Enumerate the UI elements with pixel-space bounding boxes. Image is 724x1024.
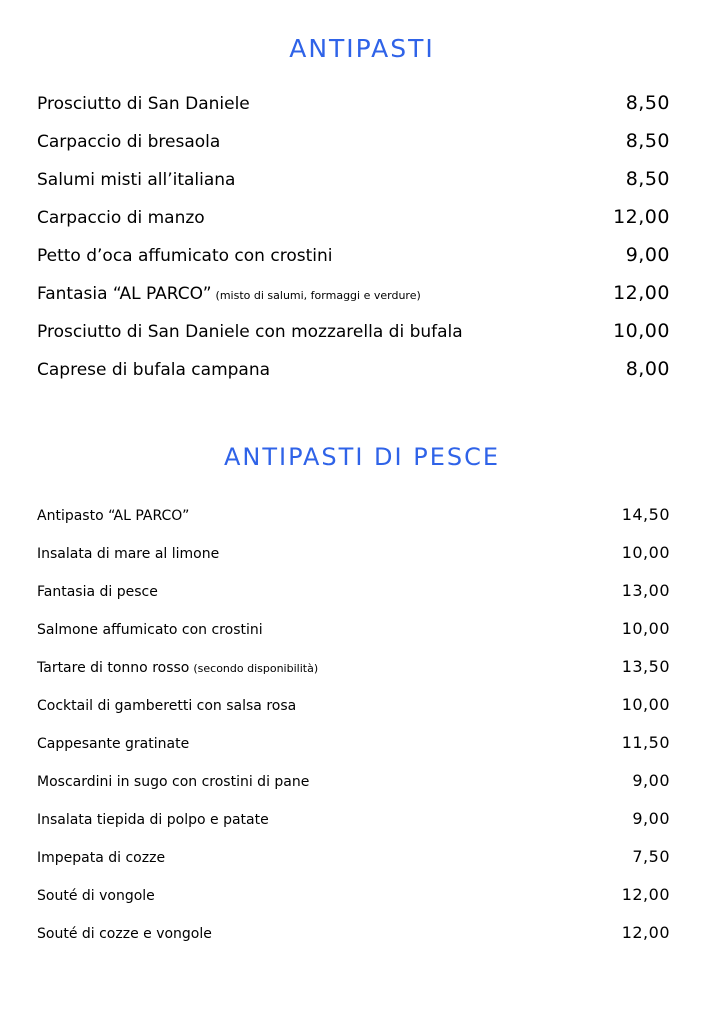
menu-item-price: 8,00 [625, 358, 670, 380]
menu-item-price: 12,00 [621, 923, 670, 942]
menu-item-price: 9,00 [632, 809, 670, 828]
menu-item-name-wrap [37, 284, 421, 304]
menu-item-note: (secondo disponibilità) [193, 662, 319, 675]
menu-item-name-wrap [37, 584, 158, 600]
menu-item [37, 847, 670, 885]
menu-item-name: Caprese di bufala campana [37, 360, 271, 380]
menu-item-price: 10,00 [621, 543, 670, 562]
menu-item [37, 885, 670, 923]
menu-item-name-wrap [37, 322, 463, 342]
menu-item-name-wrap [37, 508, 189, 524]
menu-item-price: 10,00 [613, 320, 670, 342]
menu-item [37, 168, 670, 206]
menu-item [37, 657, 670, 695]
menu-item-name: Souté di cozze e vongole [37, 926, 212, 942]
menu-item-price: 12,00 [621, 885, 670, 904]
menu-item [37, 809, 670, 847]
menu-item-price: 9,00 [625, 244, 670, 266]
menu-item-name: Carpaccio di bresaola [37, 132, 221, 152]
menu-item-name-wrap [37, 94, 250, 114]
menu-item-price: 8,50 [625, 92, 670, 114]
menu-item-price: 10,00 [621, 695, 670, 714]
section-title-antipasti-di-pesce: ANTIPASTI DI PESCE [223, 443, 501, 471]
menu-item-name-wrap [37, 208, 205, 228]
section-title-antipasti: ANTIPASTI [289, 34, 435, 63]
menu-item-price: 12,00 [613, 282, 670, 304]
menu-item-name: Salumi misti all’italiana [37, 170, 236, 190]
menu-item-price: 13,00 [621, 581, 670, 600]
menu-item-name: Prosciutto di San Daniele [37, 94, 250, 114]
menu-item [37, 206, 670, 244]
menu-item-name-wrap [37, 660, 318, 676]
menu-item-name: Insalata di mare al limone [37, 546, 220, 562]
menu-item [37, 282, 670, 320]
menu-item-name: Insalata tiepida di polpo e patate [37, 812, 269, 828]
menu-item [37, 771, 670, 809]
menu-item-name-wrap [37, 622, 263, 638]
menu-item-name-wrap [37, 546, 219, 562]
menu-item-price: 7,50 [632, 847, 670, 866]
menu-item [37, 619, 670, 657]
menu-item-price: 14,50 [621, 505, 670, 524]
menu-item [37, 543, 670, 581]
menu-item-price: 13,50 [621, 657, 670, 676]
menu-item-price: 9,00 [632, 771, 670, 790]
menu-item [37, 92, 670, 130]
menu-item-name-wrap [37, 850, 165, 866]
menu-item-price: 12,00 [613, 206, 670, 228]
menu-item-name-wrap [37, 812, 269, 828]
menu-item-price: 11,50 [621, 733, 670, 752]
menu-item [37, 320, 670, 358]
menu-item [37, 733, 670, 771]
menu-item-name-wrap [37, 774, 309, 790]
menu-item-name: Souté di vongole [37, 888, 155, 904]
menu-item-name: Antipasto “AL PARCO” [37, 508, 190, 524]
menu-item-name: Moscardini in sugo con crostini di pane [37, 774, 310, 790]
menu-item [37, 130, 670, 168]
menu-item-name-wrap [37, 246, 332, 266]
menu-item-name-wrap [37, 170, 235, 190]
menu-item-price: 10,00 [621, 619, 670, 638]
menu-item [37, 358, 670, 396]
menu-item-name: Fantasia di pesce [37, 584, 158, 600]
menu-item-name: Tartare di tonno rosso [37, 660, 190, 676]
menu-list-antipasti [37, 92, 670, 396]
menu-item-name: Cappesante gratinate [37, 736, 190, 752]
menu-item-name: Petto d’oca affumicato con crostini [37, 246, 333, 266]
menu-item-name: Fantasia “AL PARCO” [37, 284, 212, 304]
menu-item-name: Salmone affumicato con crostini [37, 622, 263, 638]
menu-item-price: 8,50 [625, 168, 670, 190]
menu-item-name: Prosciutto di San Daniele con mozzarella di bufala [37, 322, 463, 342]
menu-item-name: Impepata di cozze [37, 850, 166, 866]
menu-item-name: Cocktail di gamberetti con salsa rosa [37, 698, 297, 714]
menu-item-note: (misto di salumi, formaggi e verdure) [215, 289, 421, 302]
menu-item-name: Carpaccio di manzo [37, 208, 205, 228]
menu-item-name-wrap [37, 926, 212, 942]
menu-item [37, 581, 670, 619]
menu-item-name-wrap [37, 736, 189, 752]
menu-item-name-wrap [37, 360, 270, 380]
menu-item [37, 695, 670, 733]
menu-item-name-wrap [37, 698, 296, 714]
menu-list-antipasti-di-pesce [37, 505, 670, 961]
menu-item-price: 8,50 [625, 130, 670, 152]
menu-item [37, 923, 670, 961]
menu-item [37, 505, 670, 543]
menu-item-name-wrap [37, 132, 220, 152]
menu-item [37, 244, 670, 282]
menu-item-name-wrap [37, 888, 155, 904]
